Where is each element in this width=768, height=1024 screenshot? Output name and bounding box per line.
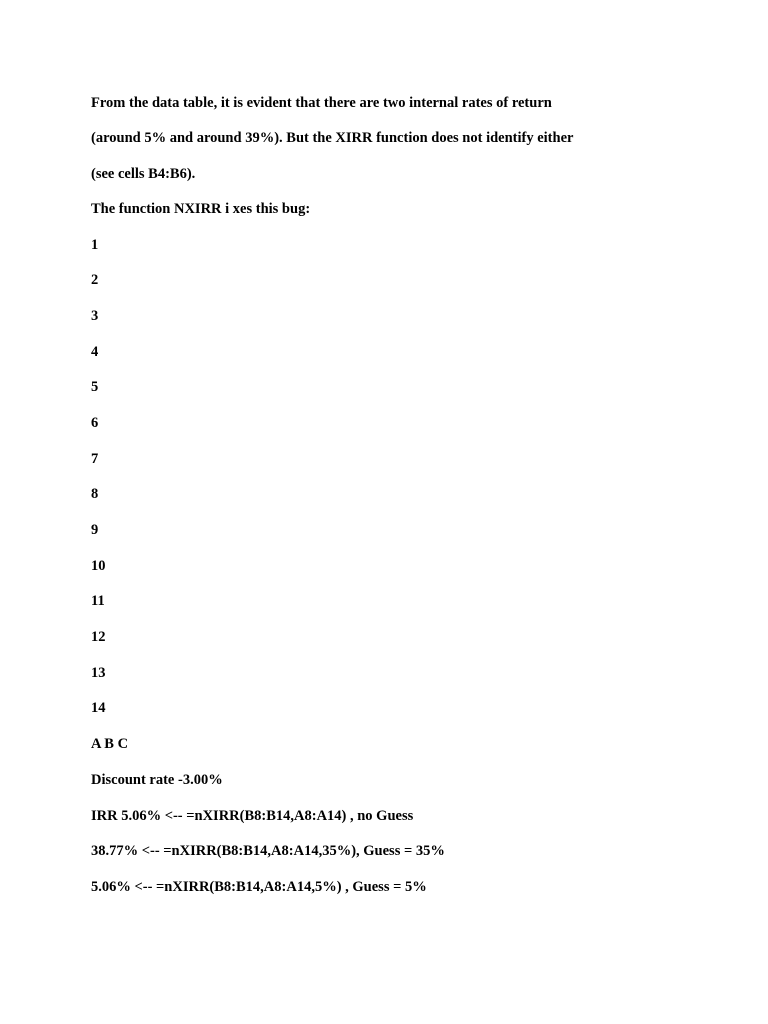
- column-headers: A B C: [91, 736, 129, 752]
- row-number-10: 10: [91, 558, 106, 574]
- row-number-11: 11: [91, 593, 105, 609]
- irr-guess-5-line: 5.06% <-- =nXIRR(B8:B14,A8:A14,5%) , Guess = 5%: [91, 879, 427, 895]
- discount-rate-line: Discount rate -3.00%: [91, 772, 223, 788]
- nxirr-intro-line: The function NXIRR i xes this bug:: [91, 201, 311, 217]
- row-number-4: 4: [91, 344, 99, 360]
- row-number-7: 7: [91, 451, 99, 467]
- row-number-6: 6: [91, 415, 99, 431]
- row-number-13: 13: [91, 665, 106, 681]
- row-number-9: 9: [91, 522, 99, 538]
- row-number-2: 2: [91, 272, 99, 288]
- paragraph-line-1: From the data table, it is evident that there are two internal rates of return: [91, 95, 552, 111]
- paragraph-line-3: (see cells B4:B6).: [91, 166, 196, 182]
- row-number-5: 5: [91, 379, 99, 395]
- irr-no-guess-line: IRR 5.06% <-- =nXIRR(B8:B14,A8:A14) , no Guess: [91, 808, 414, 824]
- row-number-3: 3: [91, 308, 99, 324]
- row-number-1: 1: [91, 237, 99, 253]
- paragraph-line-2: (around 5% and around 39%). But the XIRR function does not identify either: [91, 130, 574, 146]
- irr-guess-35-line: 38.77% <-- =nXIRR(B8:B14,A8:A14,35%), Guess = 35%: [91, 843, 445, 859]
- row-number-8: 8: [91, 486, 99, 502]
- row-number-14: 14: [91, 700, 106, 716]
- row-number-12: 12: [91, 629, 106, 645]
